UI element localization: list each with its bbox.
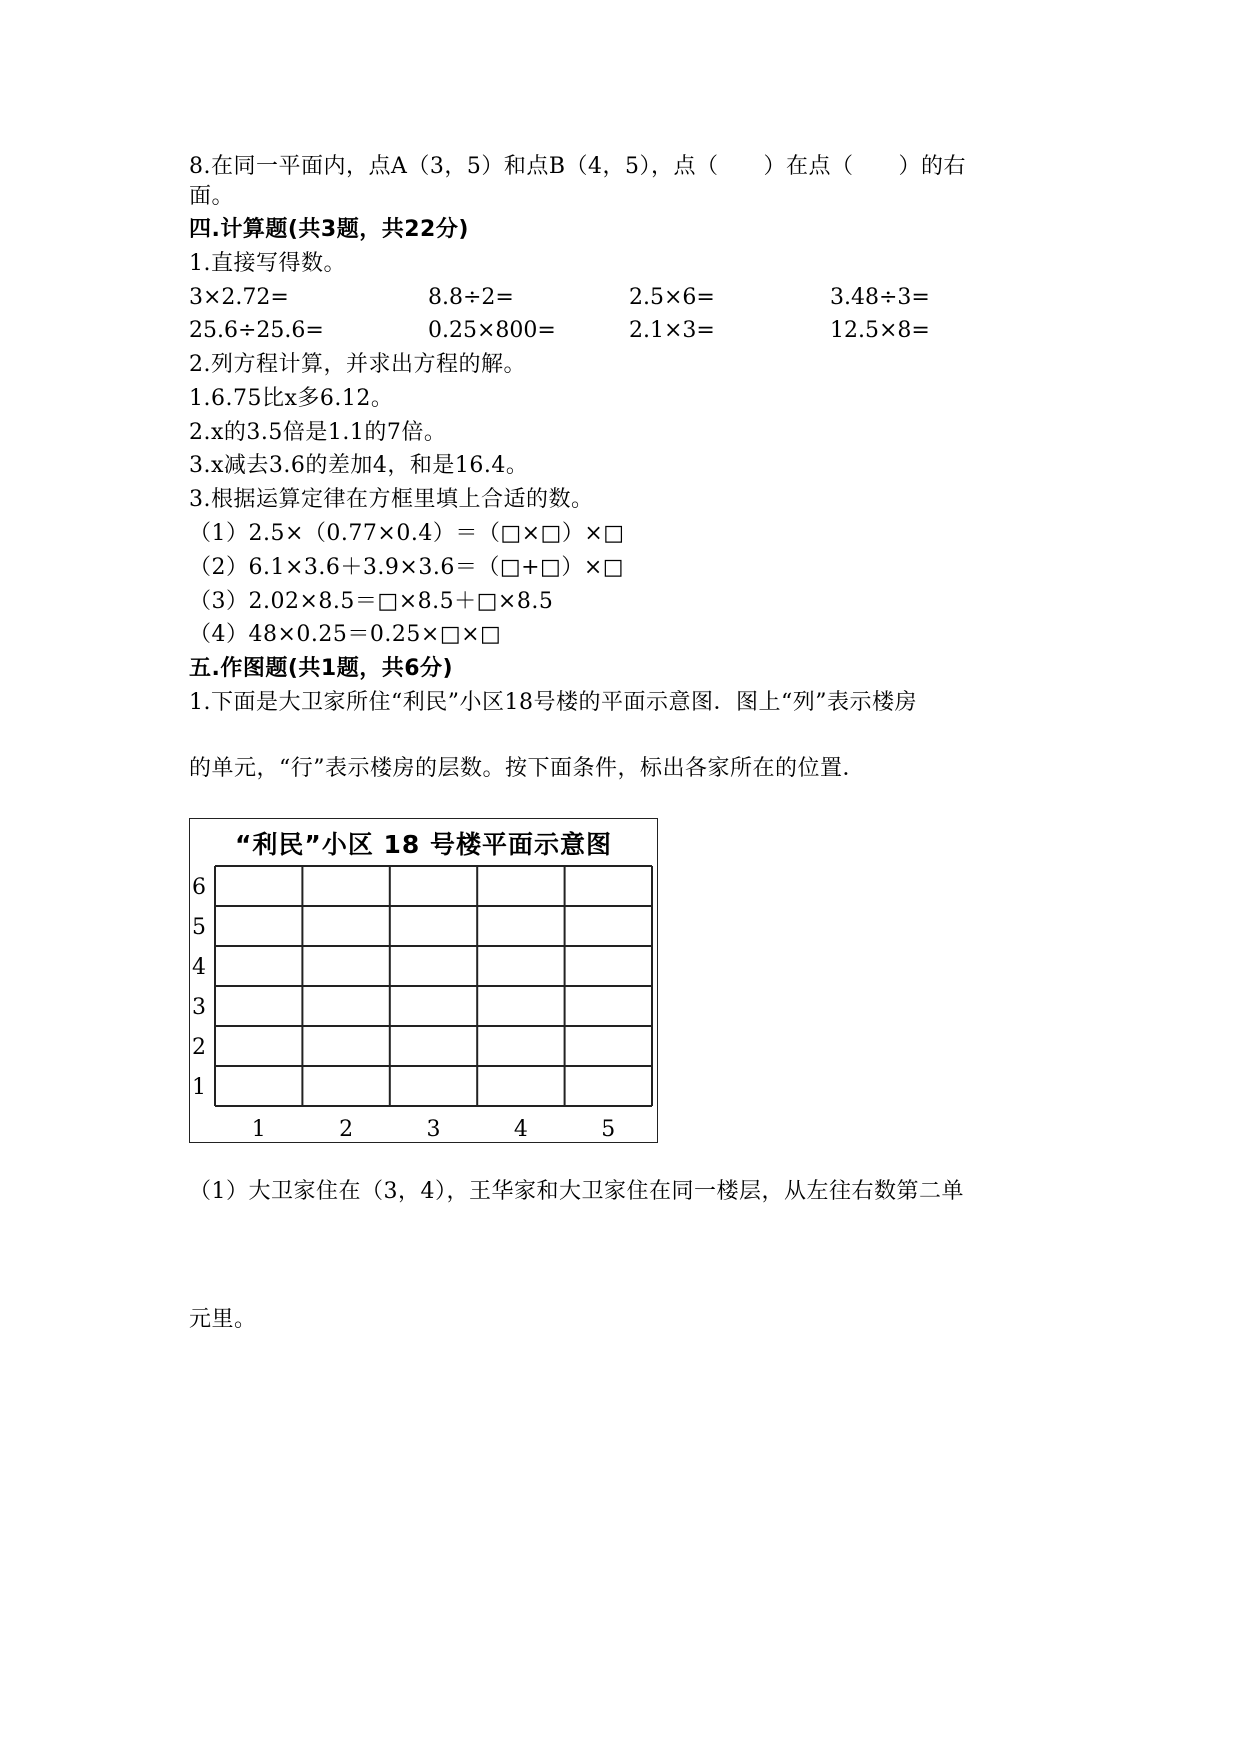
row-label: 1 — [192, 1075, 206, 1100]
calc-cell: 8.8÷2= — [428, 285, 514, 310]
section4-heading: 四.计算题(共3题，共22分) — [189, 217, 469, 242]
column-label: 1 — [251, 1117, 266, 1142]
row-label: 4 — [192, 955, 206, 980]
s4-q2-title: 2.列方程计算，并求出方程的解。 — [189, 352, 526, 377]
s5-sub1-line1: （1）大卫家住在（3，4），王华家和大卫家住在同一楼层，从左往右数第二单 — [189, 1179, 964, 1204]
s4-q3-item: （1）2.5×（0.77×0.4）＝（□×□）×□ — [189, 521, 625, 546]
calc-cell: 12.5×8= — [830, 318, 930, 343]
column-label: 5 — [601, 1117, 616, 1142]
row-label: 6 — [192, 875, 206, 900]
s4-q2-item: 2.x的3.5倍是1.1的7倍。 — [189, 420, 447, 445]
s4-q3-title: 3.根据运算定律在方框里填上合适的数。 — [189, 487, 594, 512]
building-floor-plan-figure — [189, 818, 658, 1143]
q8-line1: 8.在同一平面内，点A（3，5）和点B（4，5），点（ ）在点（ ）的右 — [189, 154, 967, 179]
section5-heading: 五.作图题(共1题，共6分) — [189, 656, 454, 681]
calc-cell: 0.25×800= — [428, 318, 556, 343]
s4-q3-item: （2）6.1×3.6＋3.9×3.6＝（□+□）×□ — [189, 555, 625, 580]
column-label: 3 — [426, 1117, 441, 1142]
s4-q2-item: 3.x减去3.6的差加4，和是16.4。 — [189, 453, 529, 478]
calc-cell: 25.6÷25.6= — [189, 318, 324, 343]
calc-cell: 3×2.72= — [189, 285, 289, 310]
calc-cell: 2.1×3= — [629, 318, 715, 343]
s4-q1-title: 1.直接写得数。 — [189, 251, 346, 276]
s5-q1-line1: 1.下面是大卫家所住“利民”小区18号楼的平面示意图．图上“列”表示楼房 — [189, 690, 917, 715]
s5-q1-line2: 的单元，“行”表示楼房的层数。按下面条件，标出各家所在的位置． — [189, 756, 865, 781]
figure-title: “利民”小区 18 号楼平面示意图 — [234, 830, 613, 859]
column-label: 4 — [513, 1117, 528, 1142]
calc-cell: 3.48÷3= — [830, 285, 930, 310]
floor-grid — [190, 819, 659, 1144]
s4-q2-item: 1.6.75比x多6.12。 — [189, 386, 394, 411]
row-label: 2 — [192, 1035, 206, 1060]
calc-cell: 2.5×6= — [629, 285, 715, 310]
row-label: 5 — [192, 915, 206, 940]
s4-q3-item: （3）2.02×8.5＝□×8.5＋□×8.5 — [189, 589, 554, 614]
row-label: 3 — [192, 995, 206, 1020]
s5-sub1-line2: 元里。 — [189, 1307, 257, 1332]
s4-q3-item: （4）48×0.25＝0.25×□×□ — [189, 622, 502, 647]
column-label: 2 — [339, 1117, 354, 1142]
q8-line2: 面。 — [189, 184, 235, 209]
